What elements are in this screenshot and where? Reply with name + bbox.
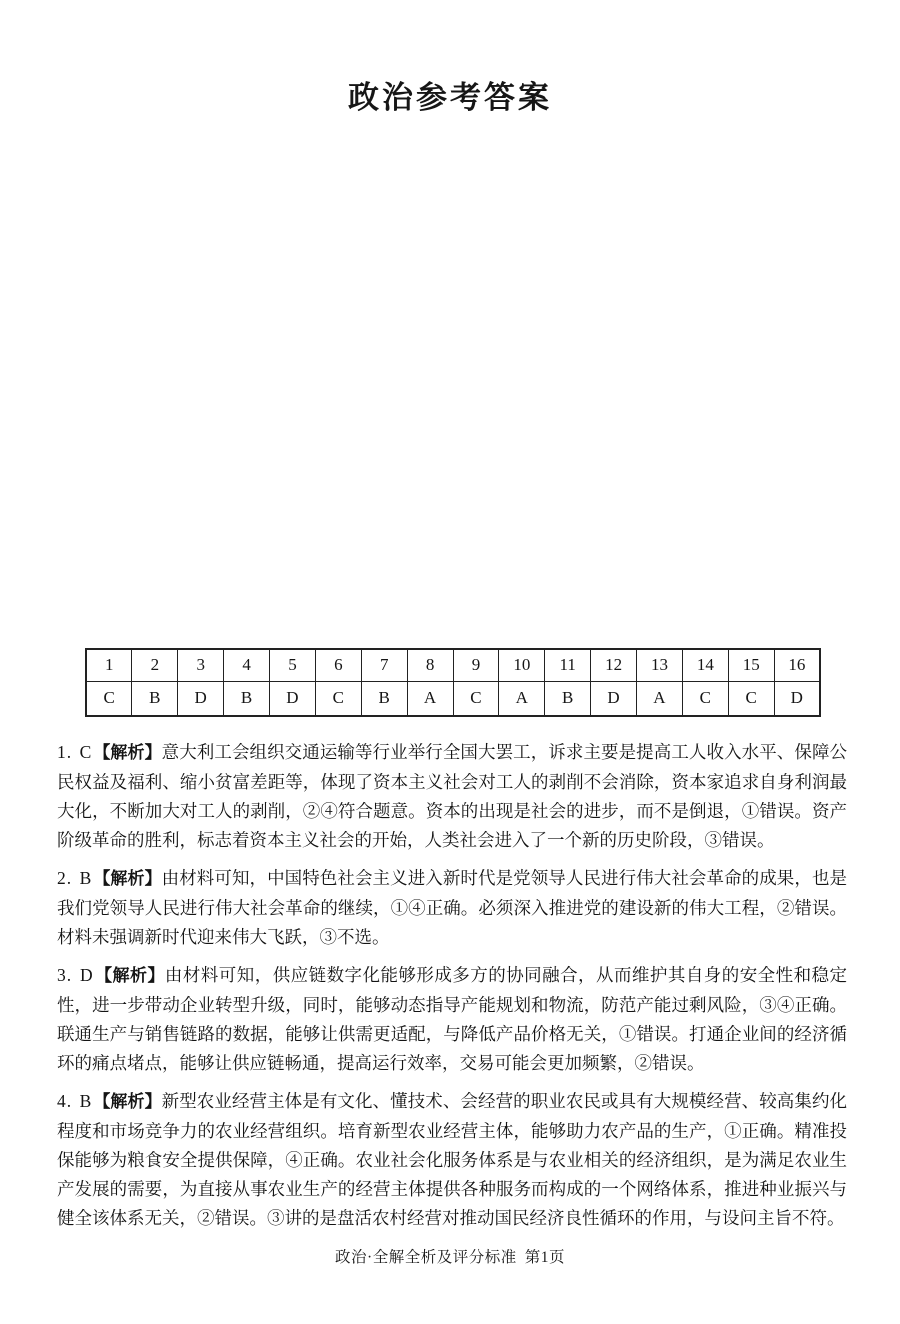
table-cell-answer: C: [315, 681, 361, 716]
table-cell-answer: D: [591, 681, 637, 716]
answer-key-table: [85, 648, 821, 717]
explanation-text: 由材料可知，供应链数字化能够形成多方的协同融合，从而维护其自身的安全性和稳定性，进一步带动企业转型升级，同时，能够动态指导产能规划和物流，防范产能过剩风险，③④正确。联通生产与销售链路的数据，能够让供需更适配，与降低产品价格无关，①错误。打通企业间的经济循环的痛点堵点，能够让供应链畅通，提高运行效率，交易可能会更加频繁，②错误。: [57, 965, 848, 1073]
table-cell-answer: C: [453, 681, 499, 716]
table-cell-answer: B: [132, 681, 178, 716]
answer-letter-row: [86, 681, 820, 716]
table-cell-question-number: 10: [499, 649, 545, 681]
table-cell-answer: D: [774, 681, 820, 716]
explanation-text: 新型农业经营主体是有文化、懂技术、会经营的职业农民或具有大规模经营、较高集约化程度和市场竞争力的农业经营组织。培育新型农业经营主体，能够助力农产品的生产，①正确。精准投保能够为粮食安全提供保障，④正确。农业社会化服务体系是与农业相关的经济组织，是为满足农业生产发展的需要，为直接从事农业生产的经营主体提供各种服务而构成的一个网络体系，推进种业振兴与健全该体系无关，②错误。③讲的是盘活农村经营对推动国民经济良性循环的作用，与设问主旨不符。: [57, 1091, 848, 1228]
table-cell-question-number: 4: [224, 649, 270, 681]
footer-page-number: 第1页: [524, 1249, 565, 1266]
table-cell-answer: B: [545, 681, 591, 716]
explanation-item: [57, 961, 847, 1078]
explanation-item: [57, 1087, 847, 1233]
table-cell-answer: C: [86, 681, 132, 716]
table-cell-answer: C: [728, 681, 774, 716]
footer-label: 政治·全解全析及评分标准: [335, 1249, 517, 1266]
explanation-answer-letter: D: [79, 965, 93, 985]
table-cell-answer: A: [637, 681, 683, 716]
explanations-section: [57, 738, 847, 1242]
table-cell-question-number: 14: [682, 649, 728, 681]
explanation-question-number: 1.: [57, 742, 78, 762]
page-title: 政治参考答案: [348, 80, 552, 116]
question-number-row: [86, 649, 820, 681]
explanation-label: 【解析】: [93, 743, 162, 763]
table-cell-question-number: 1: [86, 649, 132, 681]
explanation-answer-letter: C: [79, 742, 92, 762]
table-cell-question-number: 16: [774, 649, 820, 681]
table-cell-answer: B: [361, 681, 407, 716]
table-cell-question-number: 15: [728, 649, 774, 681]
explanation-item: [57, 738, 847, 855]
explanation-question-number: 3.: [57, 965, 78, 985]
table-cell-answer: B: [224, 681, 270, 716]
table-cell-question-number: 9: [453, 649, 499, 681]
explanation-answer-letter: B: [79, 1091, 92, 1111]
page-footer: [0, 1245, 900, 1267]
table-cell-question-number: 12: [591, 649, 637, 681]
table-cell-question-number: 13: [637, 649, 683, 681]
table-cell-question-number: 11: [545, 649, 591, 681]
explanation-answer-letter: B: [79, 868, 92, 888]
table-cell-answer: A: [407, 681, 453, 716]
table-cell-answer: D: [178, 681, 224, 716]
table-cell-answer: D: [270, 681, 316, 716]
explanation-text: 意大利工会组织交通运输等行业举行全国大罢工，诉求主要是提高工人收入水平、保障公民权益及福利、缩小贫富差距等，体现了资本主义社会对工人的剥削不会消除，资本家追求自身利润最大化，不断加大对工人的剥削，②④符合题意。资本的出现是社会的进步，而不是倒退，①错误。资产阶级革命的胜利，标志着资本主义社会的开始，人类社会进入了一个新的历史阶段，③错误。: [57, 742, 848, 850]
table-cell-question-number: 3: [178, 649, 224, 681]
table-cell-question-number: 5: [270, 649, 316, 681]
explanation-label: 【解析】: [94, 966, 165, 986]
table-cell-question-number: 8: [407, 649, 453, 681]
table-cell-question-number: 6: [315, 649, 361, 681]
table-cell-question-number: 2: [132, 649, 178, 681]
explanation-question-number: 2.: [57, 868, 78, 888]
explanation-item: [57, 864, 847, 952]
explanation-label: 【解析】: [93, 869, 162, 889]
table-cell-question-number: 7: [361, 649, 407, 681]
explanation-question-number: 4.: [57, 1091, 78, 1111]
explanation-label: 【解析】: [93, 1092, 162, 1112]
table-cell-answer: C: [682, 681, 728, 716]
table-cell-answer: A: [499, 681, 545, 716]
explanation-text: 由材料可知，中国特色社会主义进入新时代是党领导人民进行伟大社会革命的成果，也是我们党领导人民进行伟大社会革命的继续，①④正确。必须深入推进党的建设新的伟大工程，②错误。材料未强调新时代迎来伟大飞跃，③不选。: [57, 868, 848, 947]
